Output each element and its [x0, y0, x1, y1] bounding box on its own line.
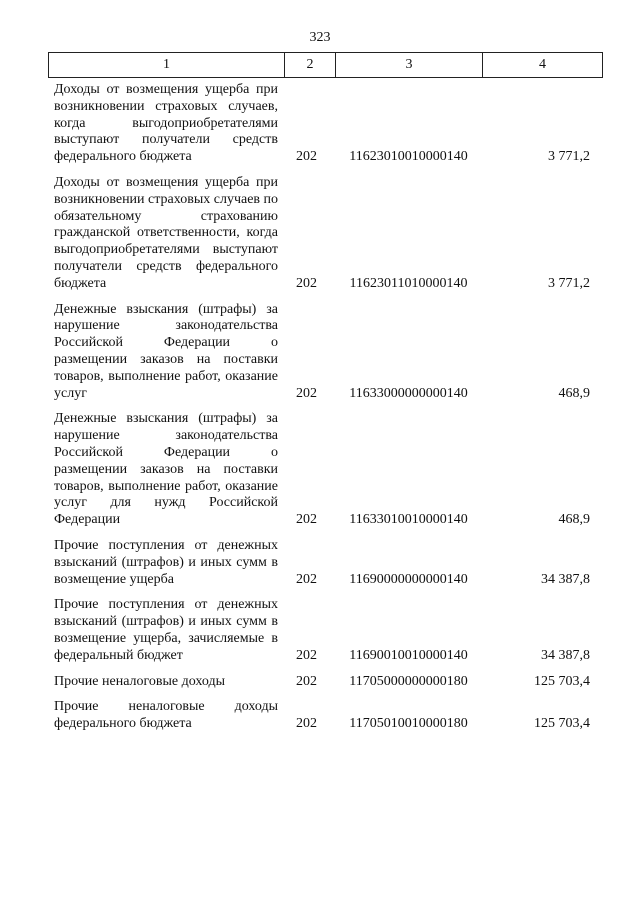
row-name: Доходы от возмещения ущерба при возникновении страховых случаев по обязательному страхованию гражданской ответственности, когда выгодоприобретателями выступают получатели средств федерального бюджета [54, 174, 279, 291]
row-amount: 3 771,2 [548, 275, 590, 291]
row-budget-code: 11623010010000140 [349, 149, 468, 165]
row-amount: 125 703,4 [534, 716, 590, 732]
revenue-rows [48, 82, 602, 742]
table-row [48, 597, 602, 664]
row-admin-code: 202 [296, 149, 317, 165]
row-budget-code: 11705000000000180 [349, 673, 468, 689]
table-row [48, 175, 602, 293]
row-name: Прочие неналоговые доходы [54, 673, 226, 689]
row-amount: 125 703,4 [534, 673, 590, 689]
row-budget-code: 11633010010000140 [349, 512, 468, 528]
row-amount: 468,9 [558, 512, 590, 528]
column-header-2: 2 [285, 53, 336, 78]
column-header-4: 4 [483, 53, 603, 78]
row-name: Прочие поступления от денежных взысканий (штрафов) и иных сумм в возмещение ущерба, зачисляемые в федеральный бюджет [54, 597, 278, 663]
row-budget-code: 11705010010000180 [349, 716, 468, 732]
table-row [48, 674, 602, 691]
table-row [48, 699, 602, 733]
row-admin-code: 202 [296, 716, 317, 732]
row-budget-code: 11623011010000140 [349, 275, 468, 291]
table-row [48, 302, 602, 403]
page-number: 323 [309, 30, 331, 45]
column-header-3: 3 [336, 53, 483, 78]
row-name: Денежные взыскания (штрафы) за нарушение законодательства Российской Федерации о размещении заказов на поставки товаров, выполнение работ, оказание услуг для нужд Российской Федерации [54, 411, 278, 528]
row-budget-code: 11690010010000140 [349, 647, 468, 663]
row-name: Денежные взыскания (штрафы) за нарушение законодательства Российской Федерации о размещении заказов на поставки товаров, выполнение работ, оказание услуг [54, 301, 278, 401]
row-admin-code: 202 [296, 647, 317, 663]
column-header-row [49, 53, 603, 78]
row-budget-code: 11633000000000140 [349, 385, 468, 401]
column-header-table [48, 52, 603, 78]
row-amount: 34 387,8 [541, 647, 590, 663]
row-name: Прочие неналоговые доходы федерального бюджета [54, 699, 278, 732]
column-header-1: 1 [49, 53, 285, 78]
row-admin-code: 202 [296, 512, 317, 528]
row-amount: 468,9 [558, 385, 590, 401]
row-admin-code: 202 [296, 385, 317, 401]
row-name: Доходы от возмещения ущерба при возникновении страховых случаев, когда выгодоприобретателями выступают получатели средств федерального бюджета [54, 82, 278, 165]
row-admin-code: 202 [296, 571, 317, 587]
table-row [48, 82, 602, 166]
row-amount: 34 387,8 [541, 571, 590, 587]
row-admin-code: 202 [296, 673, 317, 689]
row-amount: 3 771,2 [548, 149, 590, 165]
row-admin-code: 202 [296, 275, 317, 291]
table-row [48, 538, 602, 588]
row-budget-code: 11690000000000140 [349, 571, 468, 587]
table-row [48, 411, 602, 529]
row-name: Прочие поступления от денежных взысканий (штрафов) и иных сумм в возмещение ущерба [54, 537, 278, 587]
